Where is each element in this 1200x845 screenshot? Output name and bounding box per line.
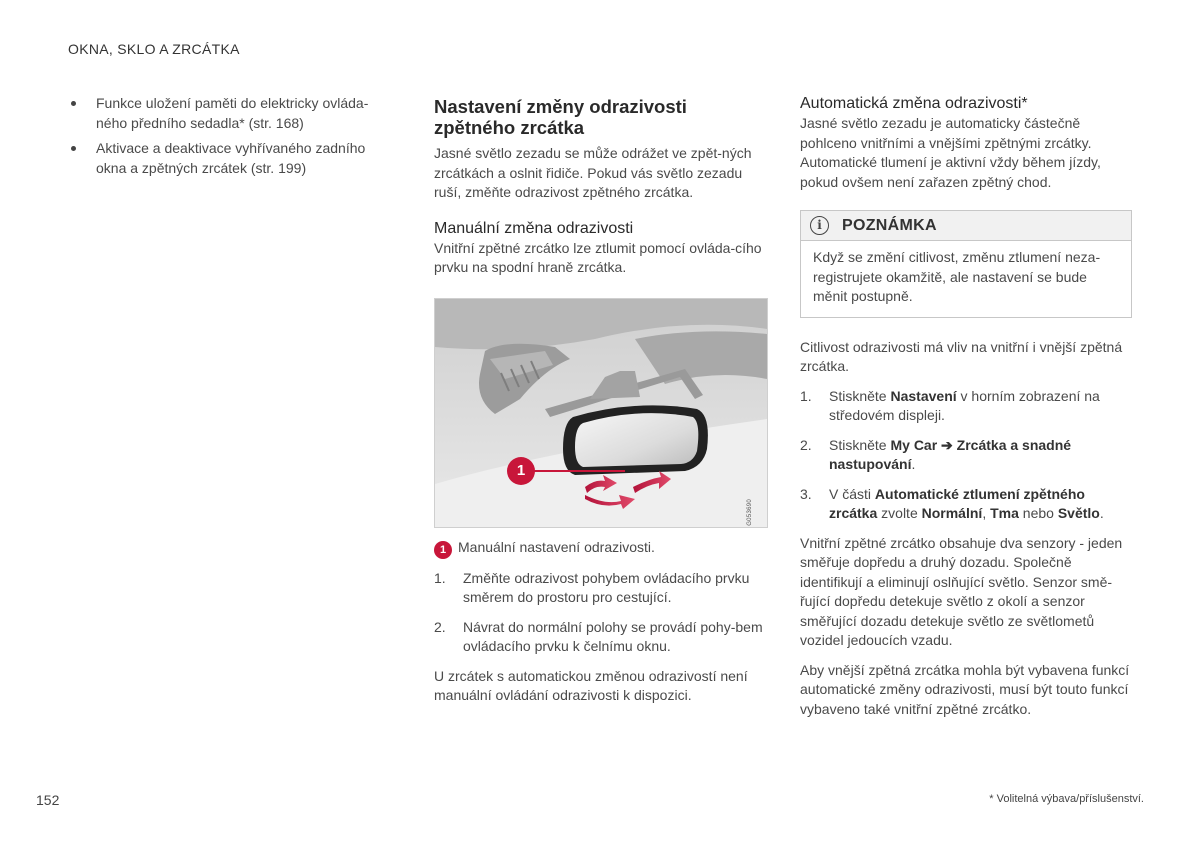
outro-paragraph: U zrcátek s automatickou změnou odrazivostí není manuální ovládání odrazivosti k dispozici. <box>434 667 748 703</box>
sensitivity-paragraph: Citlivost odrazivosti má vliv na vnitřní i vnější zpětná zrcátka. <box>800 338 1123 374</box>
auto-heading: Automatická změna odrazivosti* <box>800 95 1028 112</box>
step-bold-text: Automatické ztlumení zpětného zrcátka <box>829 485 1085 521</box>
step-text: Návrat do normální polohy se provádí pohy-bem ovládacího prvku k čelnímu oknu. <box>463 618 763 654</box>
mirror-illustration <box>434 298 768 528</box>
note-body <box>801 241 1131 317</box>
column-left <box>68 94 390 184</box>
note-title: POZNÁMKA <box>842 216 937 234</box>
step-number: 3. <box>800 485 812 502</box>
step-text: Stiskněte <box>829 387 891 404</box>
caption-marker: 1 <box>434 541 452 559</box>
step-text: , <box>982 505 991 521</box>
step-number: 1. <box>800 387 812 404</box>
bullet-list <box>68 94 390 178</box>
page-number: 152 <box>36 792 60 808</box>
intro-paragraph: Jasné světlo zezadu se může odrážet ve zpět-ných zrcátkách a oslnit řidiče. Pokud vás světlo zezadu ruší, změňte odrazivost zpětného zrcátka. <box>434 145 752 200</box>
step-item <box>800 436 1132 475</box>
step-text: nebo <box>1018 505 1058 521</box>
bullet-item: Funkce uložení paměti do elektricky ovláda-ného předního sedadla* (str. 168) <box>68 94 390 133</box>
step-item <box>800 485 1132 524</box>
step-bold-text: My Car ➔ Zrcátka a snadné nastupování <box>829 436 1072 472</box>
note-box <box>800 210 1132 318</box>
step-text: V části <box>829 485 875 502</box>
step-text: Stiskněte <box>829 436 891 453</box>
step-item <box>434 618 768 657</box>
page-section-header: OKNA, SKLO A ZRCÁTKA <box>68 41 240 57</box>
manual-paragraph: Vnitřní zpětné zrcátko lze ztlumit pomocí ovláda-cího prvku na spodní hraně zrcátka. <box>434 239 762 275</box>
step-text: Změňte odrazivost pohybem ovládacího prvku směrem do prostoru pro cestující. <box>463 569 750 605</box>
note-header <box>801 211 1131 241</box>
figure-callout-1: 1 <box>507 457 535 485</box>
auto-paragraph: Jasné světlo zezadu je automaticky částečně pohlceno vnitřními a vnějšími zpětnými zrcátky. Automatické tlumení je aktivní vždy během jízdy, pokud ovšem není zařazen zpětný chod. <box>800 115 1101 190</box>
step-text: zvolte <box>877 505 922 521</box>
bullet-item: Aktivace a deaktivace vyhřívaného zadního okna a zpětných zrcátek (str. 199) <box>68 139 390 178</box>
sensors-paragraph: Vnitřní zpětné zrcátko obsahuje dva senzory - jeden směřuje dopředu a druhý dozadu. Společně identifikují a eliminují oslňující světlo. Senzor smě-řující dopředu detekuje světlo z okolí a senzor směřující dozadu detekuje světlo ze světlometů vozidel jedoucích vzadu. <box>800 534 1123 648</box>
note-text: Když se změní citlivost, změnu ztlumení neza-registrujete okamžitě, ale nastavení se bude měnit postupně. <box>813 249 1101 304</box>
column-middle <box>434 94 768 706</box>
auto-steps <box>800 387 1132 524</box>
step-item <box>800 387 1132 426</box>
step-number: 2. <box>434 618 446 635</box>
outer-mirrors-paragraph: Aby vnější zpětná zrcátka mohla být vybavena funkcí automatické změny odrazivosti, musí být touto funkcí vybaveno také vnitřní zpětné zrcátko. <box>800 661 1130 717</box>
figure-code: G053690 <box>747 498 753 526</box>
mirror-drawing <box>435 299 767 527</box>
step-bold-text: Světlo <box>1057 505 1100 521</box>
step-text: . <box>1099 505 1104 521</box>
step-text: . <box>911 456 916 472</box>
step-text: v horním zobrazení na středovém displeji. <box>829 387 1100 423</box>
step-bold-text: Normální <box>921 505 983 521</box>
caption-text: Manuální nastavení odrazivosti. <box>458 538 655 555</box>
step-number: 1. <box>434 569 446 586</box>
footnote: * Volitelná výbava/příslušenství. <box>989 793 1144 805</box>
figure-caption <box>434 538 768 559</box>
section-title: Nastavení změny odrazivosti zpětného zrcátka <box>434 96 687 138</box>
manual-heading: Manuální změna odrazivosti <box>434 219 634 237</box>
step-bold-text: Nastavení <box>890 387 957 404</box>
manual-steps <box>434 569 768 657</box>
step-item <box>434 569 768 608</box>
step-number: 2. <box>800 436 812 453</box>
info-icon: i <box>810 216 829 235</box>
column-right <box>800 94 1132 719</box>
step-bold-text: Tma <box>990 505 1019 521</box>
